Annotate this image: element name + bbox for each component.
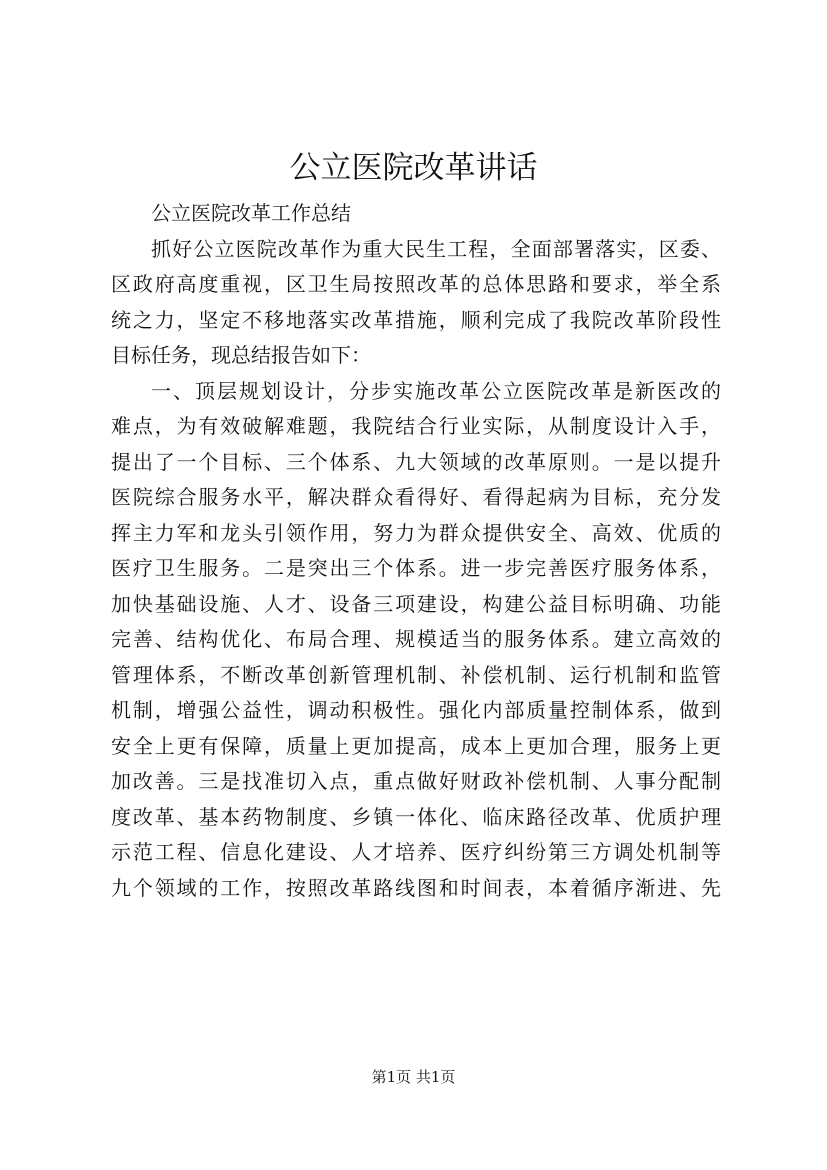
paragraph-line: 挥主力军和龙头引领作用，努力为群众提供安全、高效、优质的 (111, 520, 721, 545)
paragraph-line: 度改革、基本药物制度、乡镇一体化、临床路径改革、优质护理 (111, 804, 721, 829)
paragraph-line: 加改善。三是找准切入点，重点做好财政补偿机制、人事分配制 (111, 769, 721, 793)
paragraph-line: 抓好公立医院改革作为重大民生工程，全面部署落实，区委、 (151, 236, 721, 261)
paragraph-line: 完善、结构优化、布局合理、规模适当的服务体系。建立高效的 (111, 627, 721, 651)
paragraph-line: 一、顶层规划设计，分步实施改革公立医院改革是新医改的 (151, 378, 721, 403)
paragraph-line: 医疗卫生服务。二是突出三个体系。进一步完善医疗服务体系， (111, 556, 721, 580)
paragraph-line: 九个领域的工作，按照改革路线图和时间表，本着循序渐进、先 (111, 875, 721, 900)
paragraph-line: 示范工程、信息化建设、人才培养、医疗纠纷第三方调处机制等 (111, 840, 721, 864)
paragraph-line: 机制，增强公益性，调动积极性。强化内部质量控制体系，做到 (111, 698, 721, 722)
paragraph-line: 加快基础设施、人才、设备三项建设，构建公益目标明确、功能 (111, 591, 721, 616)
paragraph-line: 管理体系，不断改革创新管理机制、补偿机制、运行机制和监管 (111, 662, 721, 687)
section-heading: 公立医院改革工作总结 (151, 201, 351, 225)
paragraph-line: 区政府高度重视，区卫生局按照改革的总体思路和要求，举全系 (111, 272, 721, 296)
paragraph-line: 安全上更有保障，质量上更加提高，成本上更加合理，服务上更 (111, 733, 721, 758)
paragraph-line: 提出了一个目标、三个体系、九大领域的改革原则。一是以提升 (111, 449, 721, 474)
page-footer: 第1页 共1页 (371, 1068, 456, 1086)
document-title: 公立医院改革讲话 (289, 150, 538, 186)
document-body (111, 196, 721, 906)
paragraph-line: 目标任务，现总结报告如下： (111, 343, 371, 367)
paragraph-line: 难点，为有效破解难题，我院结合行业实际，从制度设计入手， (111, 414, 721, 438)
paragraph-line: 统之力，坚定不移地落实改革措施，顺利完成了我院改革阶段性 (111, 307, 721, 332)
paragraph-line: 医院综合服务水平，解决群众看得好、看得起病为目标，充分发 (111, 485, 721, 509)
